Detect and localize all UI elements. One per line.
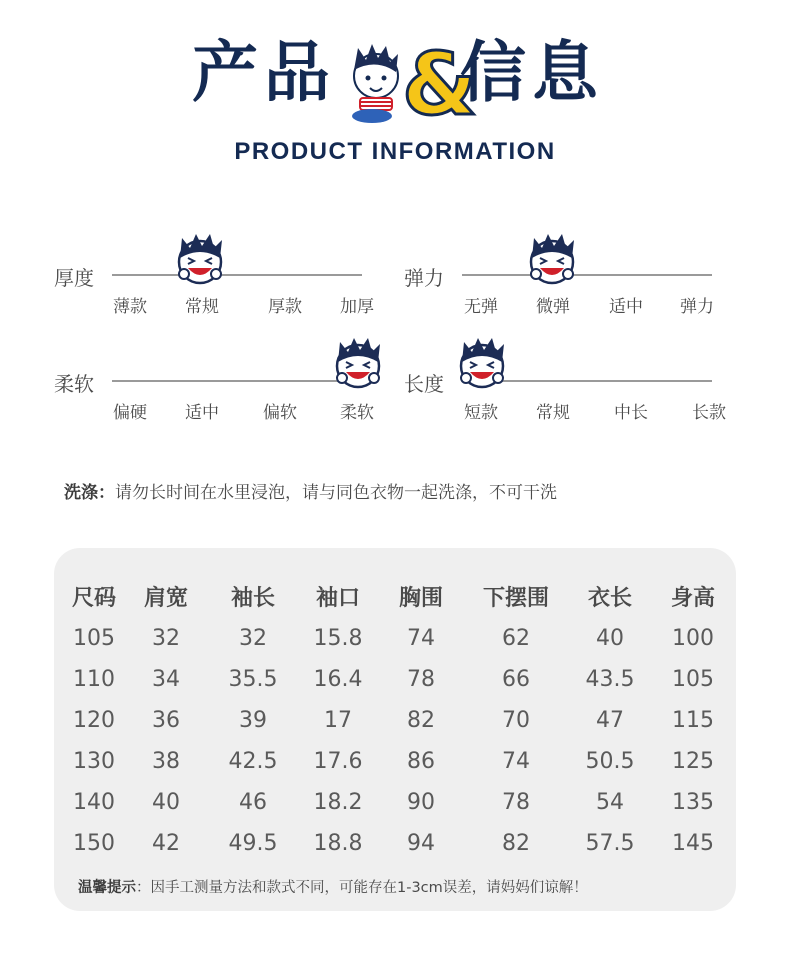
table-cell: 42.5 <box>228 749 278 774</box>
table-cell: 35.5 <box>228 667 278 692</box>
table-cell: 135 <box>672 790 714 815</box>
table-cell: 94 <box>407 831 435 856</box>
table-header-row <box>62 574 732 618</box>
column-header: 胸围 <box>398 585 443 611</box>
scale-option: 适中 <box>185 403 219 423</box>
table-cell: 15.8 <box>313 626 363 651</box>
table-cell: 66 <box>502 667 530 692</box>
table-cell: 50.5 <box>585 749 635 774</box>
scale-option: 弹力 <box>680 297 714 317</box>
table-row <box>62 741 732 782</box>
scale-line <box>462 274 712 276</box>
table-cell: 82 <box>502 831 530 856</box>
scale-option: 加厚 <box>340 297 374 317</box>
wash-instructions <box>64 478 557 503</box>
table-cell: 145 <box>672 831 714 856</box>
attribute-label: 厚度 <box>54 266 94 290</box>
table-cell: 70 <box>502 708 530 733</box>
scale-option: 短款 <box>464 403 498 423</box>
table-cell: 38 <box>152 749 180 774</box>
mascot-marker-icon <box>524 230 580 286</box>
mascot-ampersand-logo <box>344 35 477 135</box>
table-cell: 74 <box>407 626 435 651</box>
table-cell: 18.8 <box>313 831 363 856</box>
table-cell: 100 <box>672 626 714 651</box>
ampersand-glyph: & <box>402 35 477 135</box>
column-header: 身高 <box>670 585 715 611</box>
scale-option: 常规 <box>536 403 570 423</box>
scale-line <box>112 274 362 276</box>
attribute-label: 长度 <box>404 372 444 396</box>
table-cell: 90 <box>407 790 435 815</box>
size-table <box>62 574 732 864</box>
table-cell: 115 <box>672 708 714 733</box>
subtitle-en: PRODUCT INFORMATION <box>234 138 556 165</box>
table-cell: 46 <box>239 790 267 815</box>
column-header: 袖长 <box>230 585 275 611</box>
measurement-tip <box>78 876 588 897</box>
mascot-marker-icon <box>172 230 228 286</box>
table-cell: 49.5 <box>228 831 278 856</box>
tip-text: ：因手工测量方法和款式不同，可能存在1-3cm误差，请妈妈们谅解！ <box>136 880 588 896</box>
scale-option: 柔软 <box>340 403 374 423</box>
attribute-label: 柔软 <box>54 372 94 396</box>
column-header: 肩宽 <box>143 585 188 611</box>
table-cell: 34 <box>152 667 180 692</box>
attribute-label: 弹力 <box>404 266 444 290</box>
table-cell: 120 <box>73 708 115 733</box>
mascot-marker-icon <box>454 334 510 390</box>
table-row <box>62 659 732 700</box>
table-row <box>62 823 732 864</box>
scale-option: 常规 <box>185 297 219 317</box>
table-cell: 43.5 <box>585 667 635 692</box>
table-cell: 36 <box>152 708 180 733</box>
scale-option: 薄款 <box>113 297 147 317</box>
mascot-marker-icon <box>330 334 386 390</box>
table-cell: 40 <box>596 626 624 651</box>
scale-option: 微弹 <box>536 297 570 317</box>
table-cell: 39 <box>239 708 267 733</box>
table-cell: 32 <box>152 626 180 651</box>
column-header: 袖口 <box>315 585 360 611</box>
table-cell: 82 <box>407 708 435 733</box>
scale-option: 适中 <box>609 297 643 317</box>
scale-option: 厚款 <box>268 297 302 317</box>
wash-text: 请勿长时间在水里浸泡，请与同色衣物一起洗涤，不可干洗 <box>115 483 557 503</box>
table-cell: 78 <box>502 790 530 815</box>
scale-option: 无弹 <box>464 297 498 317</box>
title-cn-right: 信息 <box>460 34 604 111</box>
scale-option: 偏硬 <box>113 403 147 423</box>
table-cell: 105 <box>73 626 115 651</box>
table-cell: 130 <box>73 749 115 774</box>
table-cell: 86 <box>407 749 435 774</box>
table-cell: 42 <box>152 831 180 856</box>
scale-option: 长款 <box>692 403 726 423</box>
table-cell: 125 <box>672 749 714 774</box>
table-cell: 32 <box>239 626 267 651</box>
table-row <box>62 782 732 823</box>
table-cell: 150 <box>73 831 115 856</box>
table-cell: 54 <box>596 790 624 815</box>
table-cell: 47 <box>596 708 624 733</box>
title-cn-left: 产品 <box>192 34 336 111</box>
table-cell: 18.2 <box>313 790 363 815</box>
table-cell: 17.6 <box>313 749 363 774</box>
scale-line <box>112 380 362 382</box>
tip-label: 温馨提示 <box>78 880 136 896</box>
table-row <box>62 618 732 659</box>
wash-label: 洗涤： <box>64 483 115 503</box>
size-table-body <box>62 618 732 864</box>
table-cell: 16.4 <box>313 667 363 692</box>
table-cell: 57.5 <box>585 831 635 856</box>
table-row <box>62 700 732 741</box>
column-header: 衣长 <box>587 585 632 611</box>
table-cell: 78 <box>407 667 435 692</box>
table-cell: 140 <box>73 790 115 815</box>
table-cell: 17 <box>324 708 352 733</box>
table-cell: 74 <box>502 749 530 774</box>
scale-option: 偏软 <box>263 403 297 423</box>
column-header: 下摆围 <box>482 585 549 611</box>
table-cell: 105 <box>672 667 714 692</box>
scale-option: 中长 <box>614 403 648 423</box>
column-header: 尺码 <box>71 585 116 611</box>
table-cell: 62 <box>502 626 530 651</box>
table-cell: 110 <box>73 667 115 692</box>
table-cell: 40 <box>152 790 180 815</box>
